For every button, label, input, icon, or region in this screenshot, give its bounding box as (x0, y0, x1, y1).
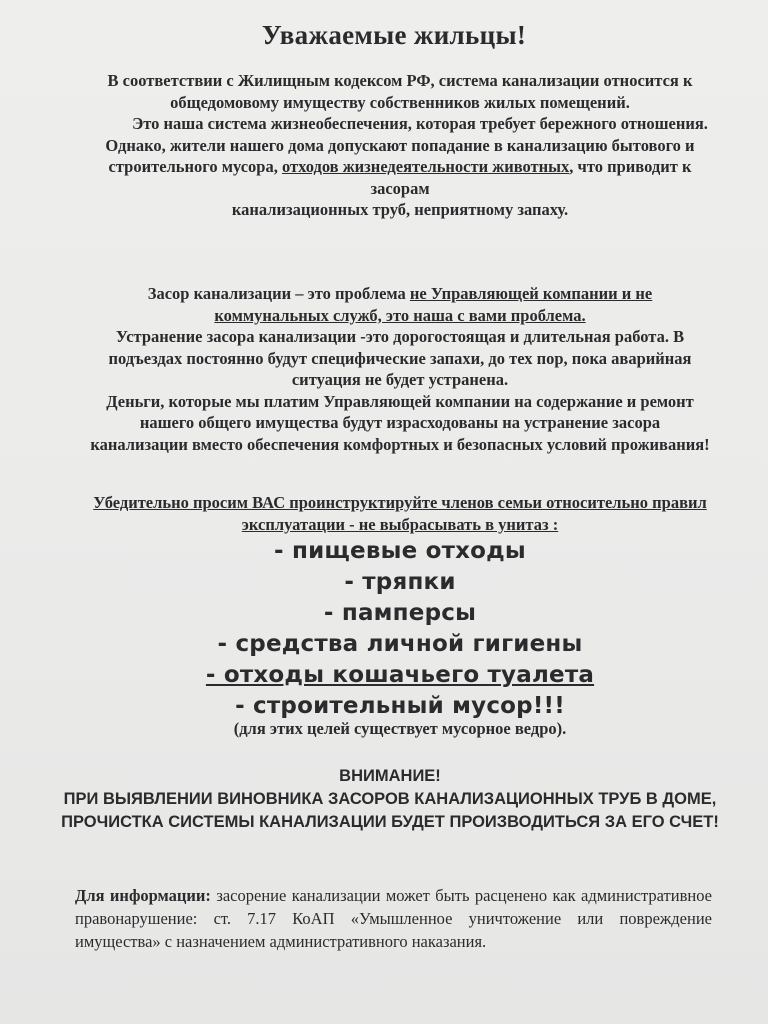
warning-text: ПРИ ВЫЯВЛЕНИИ ВИНОВНИКА ЗАСОРОВ КАНАЛИЗАЦИОННЫХ ТРУБ В ДОМЕ, ПРОЧИСТКА СИСТЕМЫ КАНАЛИЗАЦИИ БУДЕТ ПРОИЗВОДИТЬСЯ ЗА ЕГО СЧЕТ! (61, 790, 719, 831)
notice-title: Уважаемые жильцы! (261, 20, 527, 50)
list-item: - отходы кошачьего туалета (205, 662, 595, 688)
list-item: - пищевые отходы (274, 538, 526, 564)
list-note: (для этих целей существует мусорное ведро). (233, 719, 567, 738)
info-label: Для информации: (75, 886, 211, 905)
intro-paragraph-4: канализационных труб, неприятному запаху. (231, 200, 569, 219)
prohibited-items-list (110, 536, 690, 722)
intro-paragraph-1: В соответствии с Жилищным кодексом РФ, система канализации относится к общедомовому имуществу собственников жилых помещений. (107, 71, 693, 112)
warning-section (60, 765, 720, 834)
blockage-paragraph-2: Устранение засора канализации -это дорогостоящая и длительная работа. В подъездах постоянно будут специфические запахи, до тех пор, пока аварийная ситуация не будет устранена. (108, 327, 692, 389)
intro-text-after: , что приводит к засорам (370, 157, 692, 198)
blockage-paragraph-3: Деньги, которые мы платим Управляющей компании на содержание и ремонт нашего общего имущества будут израсходованы на устранение засора канализации вместо обеспечения комфортных и безопасных условий проживания! (90, 391, 710, 454)
intro-underlined-text: отходов жизнедеятельности животных (281, 157, 570, 176)
info-text: засорение канализации может быть расценено как административное правонарушение: ст. 7.17 КоАП «Умышленное уничтожение или повреждение имущества» с назначением административного наказания. (75, 886, 712, 951)
blockage-text-before: Засор канализации – это проблема (147, 284, 406, 303)
list-item: - тряпки (344, 569, 456, 595)
blockage-underlined-text: не Управляющей компании и не коммунальных служб, это наша с вами проблема. (214, 284, 653, 325)
list-item: - памперсы (323, 600, 477, 626)
list-item: - строительный мусор!!! (235, 693, 565, 719)
intro-section (90, 70, 710, 221)
blockage-paragraph-1 (90, 283, 710, 326)
intro-text-before: Однако, жители нашего дома допускают попадание в канализацию бытового и строительного мусора, (105, 135, 695, 176)
request-paragraph: Убедительно просим ВАС проинструктируйте членов семьи относительно правил эксплуатации - не выбрасывать в унитаз : (93, 493, 707, 534)
list-item: - средства личной гигиены (217, 631, 583, 657)
warning-heading: ВНИМАНИЕ! (339, 767, 441, 785)
intro-paragraph-3 (90, 135, 710, 200)
info-section (75, 884, 712, 953)
intro-paragraph-2: Это наша система жизнеобеспечения, которая требует бережного отношения. (132, 114, 708, 133)
blockage-section (90, 283, 710, 455)
